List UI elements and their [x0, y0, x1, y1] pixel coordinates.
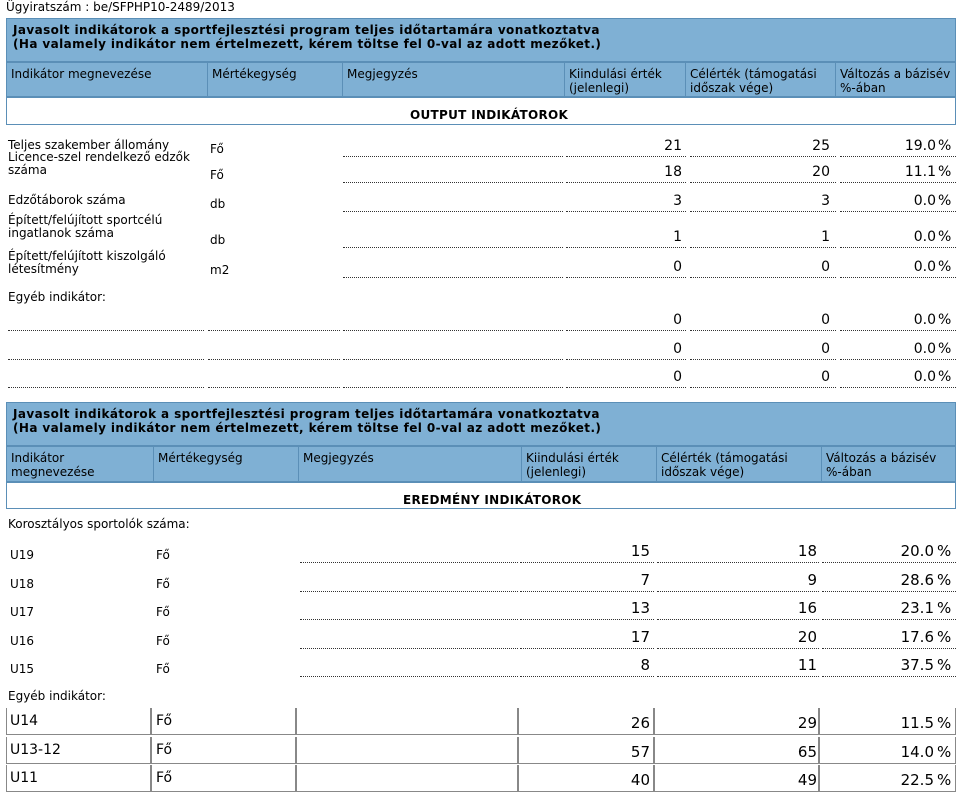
s2-row-name: U17 [10, 605, 35, 619]
s1-other-change: 0.0 [913, 369, 936, 385]
s1-other-unit-field[interactable] [208, 387, 340, 388]
s1-header-indicator: Indikátor megnevezése [11, 67, 152, 81]
s2-row-target: 18 [797, 542, 817, 560]
section2-title: EREDMÉNY INDIKÁTOROK [403, 493, 582, 507]
s1-row-start-field[interactable] [566, 156, 686, 157]
s1-row-note-field[interactable] [343, 277, 563, 278]
s2-row-name: U19 [10, 548, 35, 562]
s2-row-pct: % [937, 542, 952, 560]
section1-banner-line2: (Ha valamely indikátor nem értelmezett, kérem töltse fel 0-val az adott mezőket.) [13, 37, 602, 51]
s1-row-target-field[interactable] [690, 247, 836, 248]
s2-row-start: 13 [630, 599, 650, 617]
s2-other-name-cell[interactable] [6, 737, 151, 764]
section1-other-label: Egyéb indikátor: [8, 290, 106, 304]
s2-row-start-field[interactable] [520, 676, 654, 677]
s1-row-target: 0 [821, 259, 830, 275]
s2-row-start-field[interactable] [520, 619, 654, 620]
s2-row-change-field[interactable] [822, 676, 956, 677]
s2-row-start: 7 [640, 571, 650, 589]
s1-row-start: 0 [673, 259, 682, 275]
s1-row-change-field[interactable] [840, 182, 956, 183]
s2-row-change: 17.6 [900, 628, 934, 646]
s1-other-start-field[interactable] [566, 387, 686, 388]
s2-row-note-field[interactable] [300, 676, 518, 677]
s1-other-start: 0 [673, 369, 682, 385]
s2-header-indicator: Indikátor megnevezése [11, 451, 95, 479]
s2-other-pct: % [937, 714, 952, 732]
s1-row-target-field[interactable] [690, 182, 836, 183]
s1-row-change: 19.0 [904, 138, 936, 154]
s1-other-name-field[interactable] [8, 387, 204, 388]
s2-other-change: 14.0 [900, 743, 934, 761]
s2-row-unit: Fő [156, 662, 170, 676]
s2-other-start: 40 [630, 771, 650, 789]
s1-row-note-field[interactable] [343, 156, 563, 157]
section2-other-label: Egyéb indikátor: [8, 689, 106, 703]
s1-row-pct: % [938, 164, 952, 180]
s2-row-target-field[interactable] [657, 619, 819, 620]
s1-row-unit: Fő [210, 168, 224, 182]
s1-row-name: Épített/felújított sportcélú ingatlanok száma [8, 213, 163, 240]
s2-other-unit-cell[interactable] [151, 765, 296, 792]
s2-other-name-cell[interactable] [6, 708, 151, 735]
s1-row-change: 0.0 [913, 259, 936, 275]
s2-header-note: Megjegyzés [298, 447, 521, 481]
s1-header-note: Megjegyzés [342, 63, 564, 96]
s2-row-name: U16 [10, 634, 35, 648]
s2-other-pct: % [937, 771, 952, 789]
s1-row-name: Edzőtáborok száma [8, 193, 126, 207]
s1-other-change-field[interactable] [840, 359, 956, 360]
s1-row-target-field[interactable] [690, 277, 836, 278]
s2-other-change: 22.5 [900, 771, 934, 789]
s2-row-target-field[interactable] [657, 676, 819, 677]
s1-row-pct: % [938, 259, 952, 275]
s2-other-start: 26 [630, 714, 650, 732]
s2-row-unit: Fő [156, 634, 170, 648]
s1-other-target-field[interactable] [690, 359, 836, 360]
s1-row-pct: % [938, 193, 952, 209]
s1-other-pct: % [938, 369, 952, 385]
s2-row-note-field[interactable] [300, 648, 518, 649]
section1-title: OUTPUT INDIKÁTOROK [410, 108, 569, 122]
s1-row-change-field[interactable] [840, 277, 956, 278]
s1-other-note-field[interactable] [343, 387, 563, 388]
s2-other-target: 49 [797, 771, 817, 789]
s2-other-target: 29 [797, 714, 817, 732]
s2-row-target-field[interactable] [657, 562, 819, 563]
s2-other-target: 65 [797, 743, 817, 761]
s1-other-target-field[interactable] [690, 387, 836, 388]
s1-row-name: Épített/felújított kiszolgáló létesítmény [8, 249, 166, 276]
section2-header-row [6, 446, 956, 482]
s2-other-unit: Fő [156, 770, 173, 786]
s1-other-start-field[interactable] [566, 359, 686, 360]
s2-other-change: 11.5 [900, 714, 934, 732]
s1-header-target: Célérték (támogatási időszak vége) [685, 63, 835, 96]
s1-row-pct: % [938, 138, 952, 154]
s2-row-note-field[interactable] [300, 619, 518, 620]
s1-other-pct: % [938, 341, 952, 357]
s1-row-target-field[interactable] [690, 211, 836, 212]
s1-row-start-field[interactable] [566, 211, 686, 212]
s2-other-pct: % [937, 743, 952, 761]
s1-header-start: Kiindulási érték (jelenlegi) [564, 63, 685, 96]
section1-banner [6, 18, 956, 62]
s1-other-change-field[interactable] [840, 330, 956, 331]
s2-row-target: 16 [797, 599, 817, 617]
s1-other-change: 0.0 [913, 341, 936, 357]
s2-row-target-field[interactable] [657, 648, 819, 649]
s2-other-name: U11 [10, 770, 39, 786]
s1-row-note-field[interactable] [343, 211, 563, 212]
document-reference: Ügyiratszám : be/SFPHP10-2489/2013 [6, 0, 235, 14]
s1-other-note-field[interactable] [343, 330, 563, 331]
s1-other-target: 0 [821, 312, 830, 328]
s2-other-note-cell[interactable] [296, 765, 518, 792]
s1-row-target-field[interactable] [690, 156, 836, 157]
s2-row-start: 17 [630, 628, 650, 646]
s2-row-target: 11 [797, 656, 817, 674]
s2-other-name: U14 [10, 713, 39, 729]
s1-other-unit-field[interactable] [208, 330, 340, 331]
s1-row-change-field[interactable] [840, 211, 956, 212]
s2-row-start-field[interactable] [520, 648, 654, 649]
s2-row-start-field[interactable] [520, 591, 654, 592]
s2-row-change-field[interactable] [822, 619, 956, 620]
s2-row-name: U18 [10, 577, 35, 591]
s1-row-change: 11.1 [904, 164, 936, 180]
s1-row-target: 1 [821, 229, 830, 245]
s2-row-start: 8 [640, 656, 650, 674]
s2-header-target: Célérték (támogatási időszak vége) [656, 447, 821, 481]
s1-other-target-field[interactable] [690, 330, 836, 331]
s2-row-start-field[interactable] [520, 562, 654, 563]
s2-header-unit: Mértékegység [153, 447, 298, 481]
s2-row-note-field[interactable] [300, 591, 518, 592]
s1-row-start: 1 [673, 229, 682, 245]
s2-row-change-field[interactable] [822, 591, 956, 592]
s2-other-unit-cell[interactable] [151, 737, 296, 764]
s2-other-unit-cell[interactable] [151, 708, 296, 735]
s1-other-change-field[interactable] [840, 387, 956, 388]
s1-row-start-field[interactable] [566, 277, 686, 278]
s2-row-note-field[interactable] [300, 562, 518, 563]
s1-other-pct: % [938, 312, 952, 328]
section2-title-box [6, 482, 956, 509]
s2-header-start: Kiindulási érték (jelenlegi) [521, 447, 656, 481]
s1-other-start: 0 [673, 312, 682, 328]
s1-row-target: 25 [812, 138, 830, 154]
s1-header-unit: Mértékegység [207, 63, 342, 96]
s2-row-target-field[interactable] [657, 591, 819, 592]
s1-other-name-field[interactable] [8, 330, 204, 331]
s2-other-unit: Fő [156, 742, 173, 758]
s1-row-unit: m2 [210, 263, 230, 277]
s1-other-start: 0 [673, 341, 682, 357]
s2-row-start: 15 [630, 542, 650, 560]
s1-row-change: 0.0 [913, 193, 936, 209]
s2-other-start: 57 [630, 743, 650, 761]
s1-row-name: Licence-szel rendelkező edzők száma [8, 150, 190, 177]
s2-other-name-cell[interactable] [6, 765, 151, 792]
s1-row-start: 3 [673, 193, 682, 209]
section1-header-row [6, 62, 956, 97]
s2-row-target: 9 [807, 571, 817, 589]
s1-other-target: 0 [821, 341, 830, 357]
s1-row-change-field[interactable] [840, 247, 956, 248]
s1-header-change: Változás a bázisév %-ában [835, 63, 957, 96]
s2-row-change-field[interactable] [822, 562, 956, 563]
s1-row-note-field[interactable] [343, 182, 563, 183]
s1-row-target: 3 [821, 193, 830, 209]
s1-other-name-field[interactable] [8, 359, 204, 360]
s2-other-note-cell[interactable] [296, 708, 518, 735]
s1-row-change: 0.0 [913, 229, 936, 245]
s2-other-name: U13-12 [10, 742, 61, 758]
s2-row-pct: % [937, 571, 952, 589]
section1-banner-line1: Javasolt indikátorok a sportfejlesztési program teljes időtartamára vonatkoztatva [13, 23, 600, 37]
s2-row-change-field[interactable] [822, 648, 956, 649]
s1-row-change-field[interactable] [840, 156, 956, 157]
s2-row-change: 28.6 [900, 571, 934, 589]
s2-row-unit: Fő [156, 548, 170, 562]
s1-row-unit: db [210, 233, 226, 247]
section2-banner-line2: (Ha valamely indikátor nem értelmezett, kérem töltse fel 0-val az adott mezőket.) [13, 421, 602, 435]
s2-other-unit: Fő [156, 713, 173, 729]
s1-other-unit-field[interactable] [208, 359, 340, 360]
s2-row-target: 20 [797, 628, 817, 646]
s2-row-unit: Fő [156, 605, 170, 619]
s2-row-unit: Fő [156, 577, 170, 591]
section2-banner-line1: Javasolt indikátorok a sportfejlesztési program teljes időtartamára vonatkoztatva [13, 407, 600, 421]
s2-row-change: 20.0 [900, 542, 934, 560]
section2-banner [6, 402, 956, 446]
s2-header-change: Változás a bázisév %-ában [821, 447, 957, 481]
s2-row-change: 37.5 [900, 656, 934, 674]
s1-row-start: 18 [664, 164, 682, 180]
s1-row-name: Teljes szakember állomány [8, 138, 170, 152]
section1-title-box [6, 97, 956, 125]
s2-row-pct: % [937, 656, 952, 674]
s1-row-unit: Fő [210, 142, 224, 156]
s1-row-pct: % [938, 229, 952, 245]
s1-row-note-field[interactable] [343, 247, 563, 248]
s2-row-pct: % [937, 599, 952, 617]
s1-row-unit: db [210, 197, 226, 211]
s1-row-start-field[interactable] [566, 247, 686, 248]
s2-other-note-cell[interactable] [296, 737, 518, 764]
s2-row-change: 23.1 [900, 599, 934, 617]
s1-other-start-field[interactable] [566, 330, 686, 331]
s1-row-target: 20 [812, 164, 830, 180]
s1-other-change: 0.0 [913, 312, 936, 328]
section2-age-label: Korosztályos sportolók száma: [8, 517, 190, 531]
s2-row-pct: % [937, 628, 952, 646]
s1-row-start-field[interactable] [566, 182, 686, 183]
s1-row-start: 21 [664, 138, 682, 154]
s1-other-target: 0 [821, 369, 830, 385]
s2-row-name: U15 [10, 662, 35, 676]
s1-other-note-field[interactable] [343, 359, 563, 360]
